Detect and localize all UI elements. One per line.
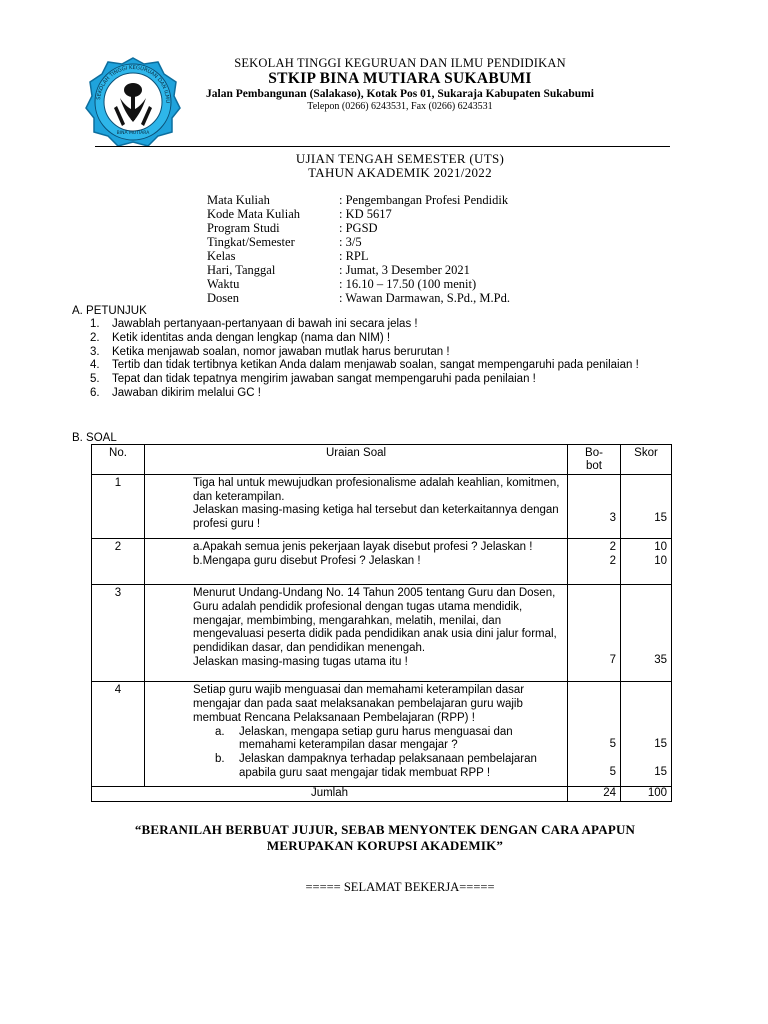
item-number: 6. — [90, 386, 100, 399]
question-number: 3 — [92, 585, 145, 682]
header-divider — [95, 146, 670, 147]
table-header-row — [92, 445, 672, 475]
soal-heading: B. SOAL — [72, 432, 117, 444]
total-row — [92, 787, 672, 802]
info-key: Program Studi — [207, 221, 280, 235]
info-row — [207, 277, 510, 291]
question-text — [145, 682, 568, 787]
info-value: : 16.10 – 17.50 (100 menit) — [339, 277, 477, 291]
question-number: 2 — [92, 538, 145, 584]
question-bobot: 7 — [568, 585, 621, 682]
question-bobot — [568, 682, 621, 787]
question-table — [91, 444, 672, 802]
question-skor — [621, 682, 672, 787]
info-row — [207, 249, 510, 263]
col-header-bobot: Bo- bot — [568, 445, 621, 475]
bobot-b: 2 — [609, 554, 616, 567]
info-key: Kelas — [207, 249, 236, 263]
info-row — [207, 207, 510, 221]
info-value: : Pengembangan Profesi Pendidik — [339, 193, 509, 207]
table-row — [92, 682, 672, 787]
item-text: Tertib dan tidak tertibnya ketikan Anda dalam menjawab soalan, sangat mempengaruhi pada penilaian ! — [112, 359, 639, 372]
academic-year: TAHUN AKADEMIK 2021/2022 — [308, 165, 492, 180]
item-text: Jawablah pertanyaan-pertanyaan di bawah ini secara jelas ! — [112, 318, 418, 330]
question-number: 4 — [92, 682, 145, 787]
item-text: Ketik identitas anda dengan lengkap (nama dan NIM) ! — [112, 331, 391, 344]
bobot-b: 5 — [609, 766, 616, 779]
info-row — [207, 221, 510, 235]
question-instruction: Jelaskan masing-masing ketiga hal tersebut dan keterkaitannya dengan profesi guru ! — [193, 504, 559, 531]
part-label: a. — [215, 725, 225, 738]
question-bobot — [568, 538, 621, 584]
part-text: Jelaskan dampaknya terhadap pelaksanaan pembelajaran apabila guru saat mengajar tidak membuat RPP ! — [239, 752, 537, 779]
table-row — [92, 585, 672, 682]
question-part-b: b.Mengapa guru disebut Profesi ? Jelaskan ! — [193, 554, 421, 567]
total-label: Jumlah — [92, 787, 568, 802]
col-header-uraian: Uraian Soal — [145, 445, 568, 475]
question-text — [145, 475, 568, 539]
question-paragraph: Setiap guru wajib menguasai dan memahami keterampilan dasar mengajar dan pada saat melaksanakan pembelajaran guru wajib membuat Rencana Pelaksanaan Pembelajaran (RPP) ! — [193, 684, 525, 724]
total-skor: 100 — [621, 787, 672, 802]
question-number: 1 — [92, 475, 145, 539]
info-key: Dosen — [207, 291, 239, 305]
item-number: 5. — [90, 373, 100, 386]
table-row — [92, 475, 672, 539]
item-number: 2. — [90, 331, 100, 344]
bobot-a: 2 — [609, 540, 616, 553]
question-skor — [621, 538, 672, 584]
item-text: Tepat dan tidak tepatnya mengirim jawaban sangat mempengaruhi pada penilaian ! — [112, 373, 536, 386]
part-label: b. — [215, 752, 225, 765]
question-part-b — [193, 753, 563, 780]
question-bobot: 3 — [568, 475, 621, 539]
info-row — [207, 291, 510, 305]
question-instruction: Jelaskan masing-masing tugas utama itu ! — [193, 655, 408, 668]
part-text: Jelaskan, mengapa setiap guru harus menguasai dan memahami keterampilan dasar mengajar ? — [239, 725, 513, 752]
col-header-no: No. — [92, 445, 145, 475]
item-number: 1. — [90, 318, 100, 330]
info-value: : KD 5617 — [339, 207, 392, 221]
list-item — [90, 373, 698, 387]
list-item — [90, 318, 698, 332]
info-key: Tingkat/Semester — [207, 235, 295, 249]
item-text: Ketika menjawab soalan, nomor jawaban mutlak harus berurutan ! — [112, 345, 450, 358]
list-item — [90, 387, 698, 401]
closing-text: ===== SELAMAT BEKERJA===== — [305, 880, 495, 894]
info-key: Kode Mata Kuliah — [207, 207, 301, 221]
item-text: Jawaban dikirim melalui GC ! — [112, 386, 261, 399]
petunjuk-list — [90, 318, 698, 401]
list-item — [90, 346, 698, 360]
institution-type: SEKOLAH TINGGI KEGURUAN DAN ILMU PENDIDIKAN — [234, 56, 566, 70]
exam-info — [207, 193, 510, 305]
institution-phone: Telepon (0266) 6243531, Fax (0266) 6243531 — [307, 101, 493, 112]
question-skor: 15 — [621, 475, 672, 539]
col-header-skor: Skor — [621, 445, 672, 475]
info-row — [207, 263, 510, 277]
institution-name: STKIP BINA MUTIARA SUKABUMI — [268, 70, 532, 87]
info-key: Mata Kuliah — [207, 193, 270, 207]
info-row — [207, 235, 510, 249]
institution-address: Jalan Pembangunan (Salakaso), Kotak Pos 01, Sukaraja Kabupaten Sukabumi — [206, 88, 594, 100]
motto-line-1: “BERANILAH BERBUAT JUJUR, SEBAB MENYONTEK DENGAN CARA APAPUN — [134, 822, 636, 837]
question-paragraph: Menurut Undang-Undang No. 14 Tahun 2005 tentang Guru dan Dosen, Guru adalah pendidik profesional dengan tugas utama mendidik, mengajar, membimbing, mengarahkan, melatih, menilai, dan mengevaluasi peserta didik pada pendidikan anak usia dini jalur formal, pendidikan dasar, dan pendidikan menengah. — [193, 587, 557, 655]
item-number: 3. — [90, 345, 100, 358]
exam-title: UJIAN TENGAH SEMESTER (UTS) — [295, 151, 505, 166]
info-value: : Jumat, 3 Desember 2021 — [339, 263, 470, 277]
question-skor: 35 — [621, 585, 672, 682]
info-value: : 3/5 — [339, 235, 362, 249]
skor-a: 10 — [654, 540, 667, 553]
info-value: : PGSD — [339, 221, 378, 235]
list-item — [90, 332, 698, 346]
info-key: Hari, Tanggal — [207, 263, 276, 277]
svg-text:SEKOLAH TINGGI KEGURUAN DAN IL: SEKOLAH TINGGI KEGURUAN DAN ILMU — [96, 64, 171, 104]
table-row — [92, 538, 672, 584]
info-value: : RPL — [339, 249, 369, 263]
info-value: : Wawan Darmawan, S.Pd., M.Pd. — [339, 291, 510, 305]
bobot-a: 5 — [609, 738, 616, 751]
list-item — [90, 359, 698, 373]
total-bobot: 24 — [568, 787, 621, 802]
info-key: Waktu — [207, 277, 240, 291]
skor-a: 15 — [654, 738, 667, 751]
question-paragraph: Tiga hal untuk mewujudkan profesionalisme adalah keahlian, komitmen, dan keterampilan. — [193, 477, 560, 503]
question-text — [145, 538, 568, 584]
svg-text:BINA MUTIARA: BINA MUTIARA — [116, 131, 150, 136]
skor-b: 10 — [654, 554, 667, 567]
item-number: 4. — [90, 359, 100, 372]
petunjuk-heading: A. PETUNJUK — [72, 305, 147, 317]
info-row — [207, 193, 510, 207]
question-part-a — [193, 726, 563, 753]
motto-line-2: MERUPAKAN KORUPSI AKADEMIK” — [266, 838, 504, 853]
question-part-a: a.Apakah semua jenis pekerjaan layak disebut profesi ? Jelaskan ! — [193, 540, 533, 553]
skor-b: 15 — [654, 766, 667, 779]
question-text — [145, 585, 568, 682]
